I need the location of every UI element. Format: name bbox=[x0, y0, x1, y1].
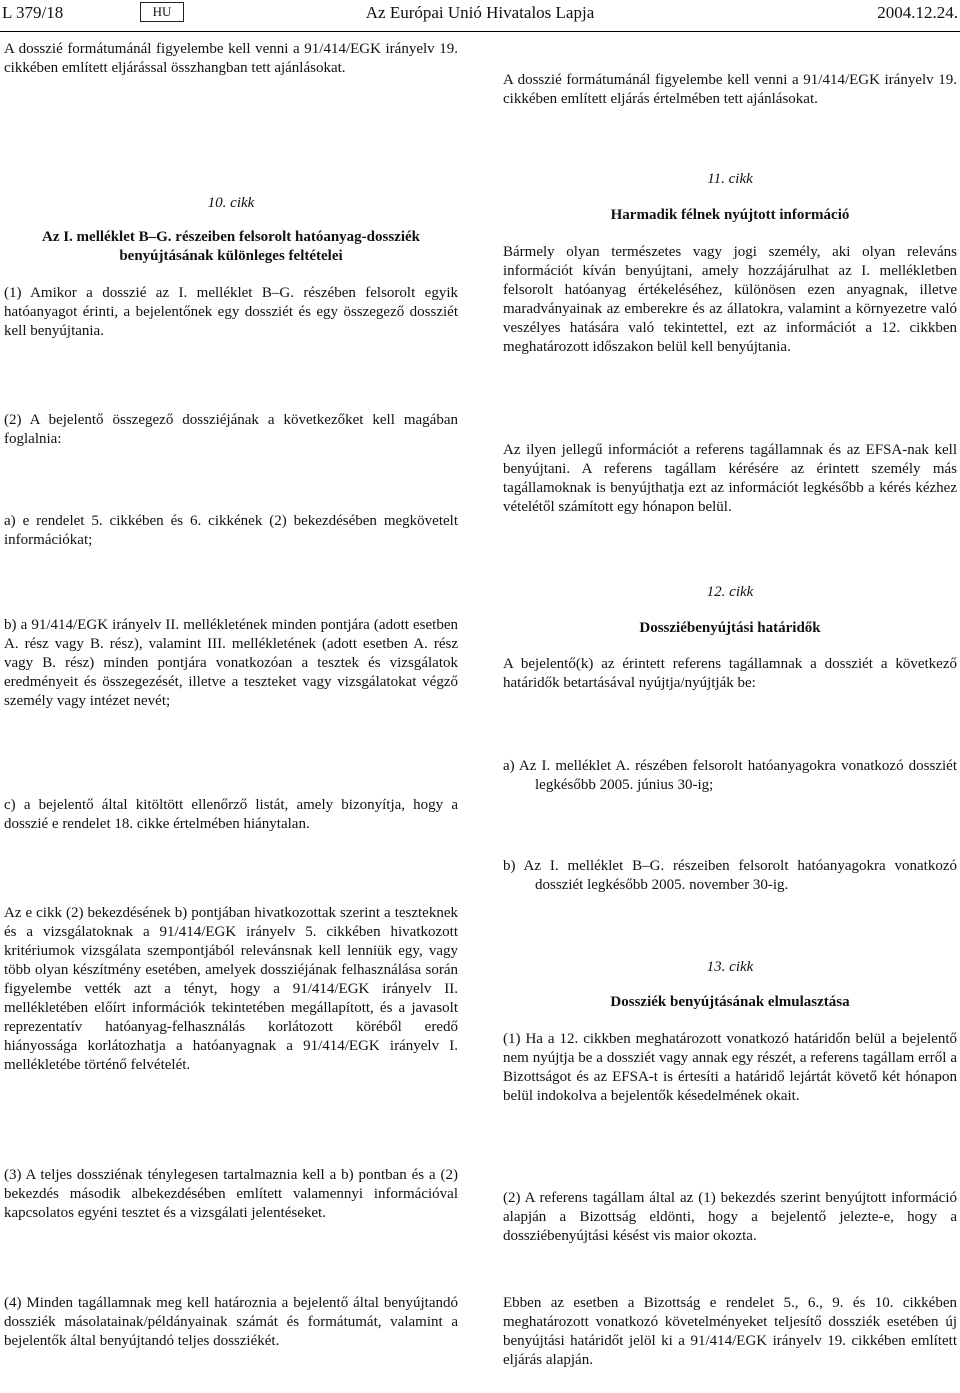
left-intro: A dosszié formátumánál figyelembe kell venni a 91/414/EGK irányelv 19. cikkében említett eljárással összhangban tett ajánlásokat. bbox=[4, 41, 458, 76]
publication-date: 2004.12.24. bbox=[877, 3, 958, 22]
article-12-point-a: a) Az I. melléklet A. részében felsorolt hatóanyagokra vonatkozó dossziét legkésőbb 2005. június 30-ig; bbox=[503, 758, 957, 793]
article-13-para-2: (2) A referens tagállam által az (1) bekezdés szerint benyújtott információ alapján a Bizottság eldönti, hogy a bejelentő jelezte-e, hogy a dossziébenyújtási késést vis maior okozta. bbox=[503, 1190, 957, 1244]
article-11-para-2: Az ilyen jellegű információt a referens tagállamnak és az EFSA-nak kell benyújtani. A referens tagállam kérésére az érintett személy más tagállamoknak is benyújthatja ezt az információt legkésőbb a kérés kézhez vételétől számított egy hónapon belül. bbox=[503, 442, 957, 515]
article-11-title: Harmadik félnek nyújtott információ bbox=[610, 207, 850, 223]
page-header bbox=[0, 0, 960, 26]
article-10-subparagraph: Az e cikk (2) bekezdésének b) pontjában hivatkozottak szerint a teszteknek és a vizsgálatoknak a 91/414/EGK irányelv 5. cikkében hivatkozott kritériumok vizsgálata szempontjából relevánsnak kell lenniük egy, vagy több olyan készítmény esetében, amelyek dossziéjának felhasználása során figyelembe vették azt a tényt, hogy a 91/414/EGK irányelv II. mellékletében előírt információk tekintetében megállapított, és a javasolt reprezentatív hatóanyag-felhasználás korlátozott köréből eredő hiányossága korlátozhatja a hatóanyagnak a 91/414/EGK irányelv I. mellékletébe történő felvételét. bbox=[4, 905, 458, 1073]
article-13-title: Dossziék benyújtásának elmulasztása bbox=[610, 994, 850, 1010]
article-10-para-4: (4) Minden tagállamnak meg kell határoznia a bejelentő által benyújtandó dossziék másolatainak/példányainak számát és formátumát, valamint a bejelentők által benyújtandó teljes dossziékét. bbox=[4, 1295, 458, 1349]
journal-title: Az Európai Unió Hivatalos Lapja bbox=[365, 3, 595, 22]
article-10-number: 10. cikk bbox=[207, 195, 255, 211]
article-11-para-1: Bármely olyan természetes vagy jogi személy, aki olyan releváns információt kíván benyújtani, amely hozzájárulhat az I. mellékletben felsorolt hatóanyag értékeléséhez, különösen ezen anyagnak, illetve maradványainak az emberekre és az állatokra, valamint a környezetre való veszélyes hatására való tekintettel, ezt az információt a 12. cikkben meghatározott időszakon belül kell benyújtania. bbox=[503, 244, 957, 355]
article-13-para-3: Ebben az esetben a Bizottság e rendelet 5., 6., 9. és 10. cikkében meghatározott vonatkozó követelményeket teljesítő dossziék esetében új benyújtási határidőt jelöl ki a 91/414/EGK irányelv 19. cikkében említett eljárás alapján. bbox=[503, 1295, 957, 1368]
article-11-number: 11. cikk bbox=[707, 171, 753, 187]
article-12-point-b: b) Az I. melléklet B–G. részeiben felsorolt hatóanyagokra vonatkozó dossziét legkésőbb 2005. november 30-ig. bbox=[503, 858, 957, 893]
article-10-point-c: c) a bejelentő által kitöltött ellenőrző listát, amely bizonyítja, hogy a dosszié e rendelet 18. cikke értelmében hiánytalan. bbox=[4, 797, 458, 832]
header-rule bbox=[0, 31, 960, 32]
article-10-point-b: b) a 91/414/EGK irányelv II. mellékletének minden pontjára (adott esetben A. rész vagy B. rész), valamint III. mellékletének (adott esetben A. rész vagy B. rész) minden pontjára vonatkozóan a tesztek és vizsgálatok eredményeit és összegezését, illetve a teszteket vagy vizsgálatokat végző személy vagy intézet nevét; bbox=[4, 617, 458, 709]
article-10-point-a: a) e rendelet 5. cikkében és 6. cikkének (2) bekezdésében megkövetelt információkat; bbox=[4, 513, 458, 548]
article-13-para-1: (1) Ha a 12. cikkben meghatározott vonatkozó határidőn belül a bejelentő nem nyújtja be a dossziét vagy annak egy részét, a referens tagállam erről a Bizottságot és az EFSA-t is értesíti a határidő lejártát követő két hónapon belül indokolva a bejelentők késedelmének okait. bbox=[503, 1031, 957, 1104]
article-10-title: Az I. melléklet B–G. részeiben felsorolt hatóanyag-dossziék benyújtásának különleges feltételei bbox=[41, 229, 420, 264]
right-intro: A dosszié formátumánál figyelembe kell venni a 91/414/EGK irányelv 19. cikkében említett eljárás értelmében tett ajánlásokat. bbox=[503, 72, 957, 107]
article-12-number: 12. cikk bbox=[706, 584, 754, 600]
language-badge: HU bbox=[140, 2, 184, 22]
article-13-number: 13. cikk bbox=[706, 959, 754, 975]
page-reference: L 379/18 bbox=[2, 3, 64, 22]
article-12-para: A bejelentő(k) az érintett referens tagállamnak a dossziét a következő határidők betartásával nyújtja/nyújtják be: bbox=[503, 656, 957, 691]
article-10-para-3: (3) A teljes dossziénak ténylegesen tartalmaznia kell a b) pontban és a (2) bekezdés második albekezdésében említett valamennyi információval kapcsolatos egyéni tesztet és a vizsgálati jelentéseket. bbox=[4, 1167, 458, 1221]
article-10-para-2: (2) A bejelentő összegező dossziéjának a következőket kell magában foglalnia: bbox=[4, 412, 458, 447]
article-12-title: Dossziébenyújtási határidők bbox=[639, 620, 821, 636]
article-10-para-1: (1) Amikor a dosszié az I. melléklet B–G. részében felsorolt egyik hatóanyagot érinti, a bejelentőnek egy dossziét és egy összegező dossziét kell benyújtania. bbox=[4, 285, 458, 339]
